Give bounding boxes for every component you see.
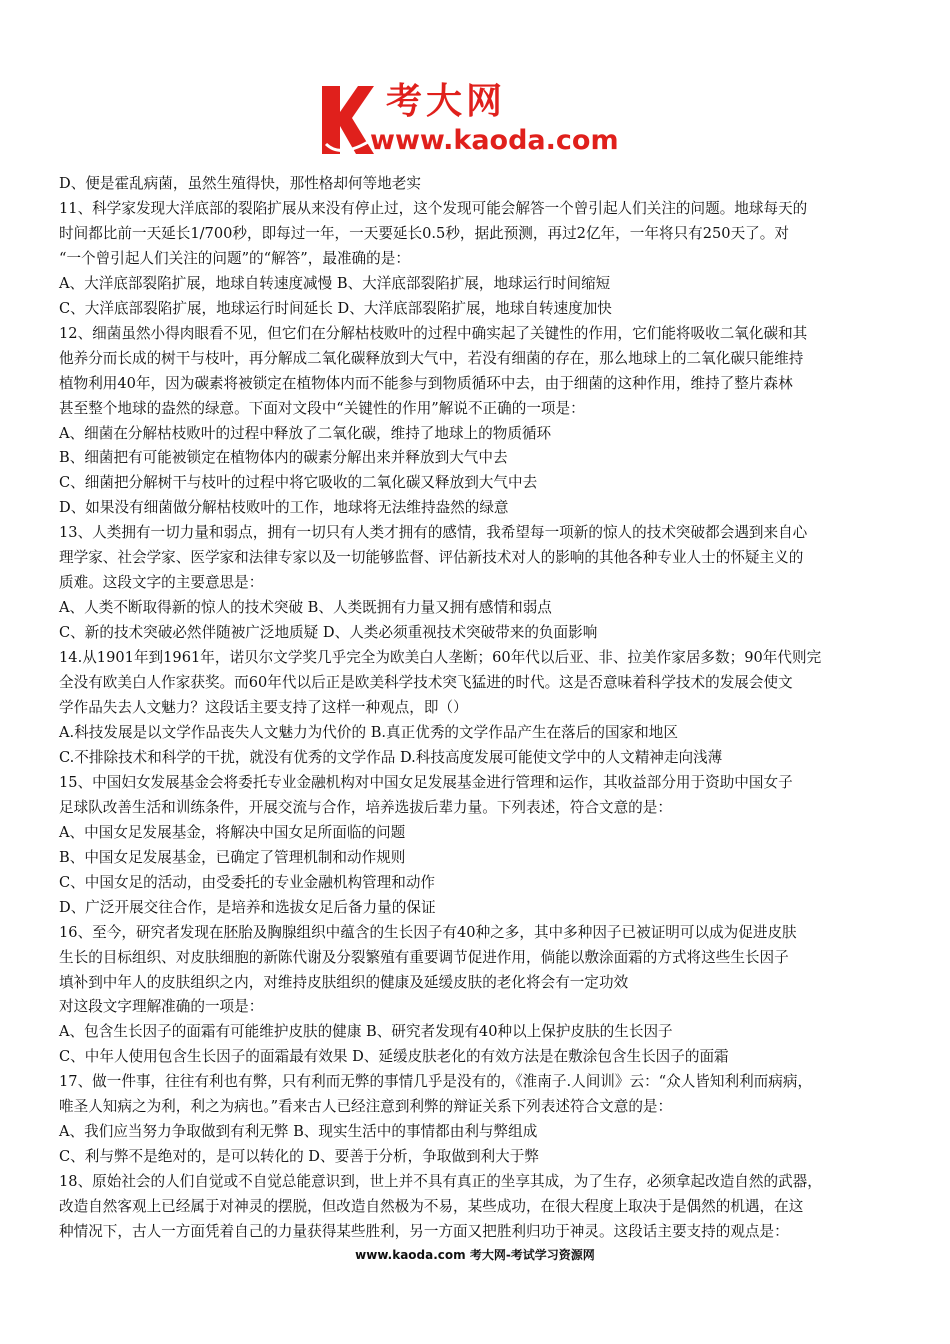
text-line: 学作品失去人文魅力？这段话主要支持了这样一种观点，即（） xyxy=(59,699,468,717)
text-line: 理学家、社会学家、医学家和法律专家以及一切能够监督、评估新技术对人的影响的其他各种专业人士的怀疑主义的 xyxy=(59,549,804,567)
text-line: “一个曾引起人们关注的问题”的“解答”，最准确的是： xyxy=(59,249,410,267)
logo-brand-name: 考大网 xyxy=(386,81,507,122)
text-line: D、广泛开展交往合作，是培养和选拔女足后备力量的保证 xyxy=(59,898,436,916)
text-line: A、我们应当努力争取做到有利无弊 B、现实生活中的事情都由利与弊组成 xyxy=(59,1123,538,1141)
text-line: 质难。这段文字的主要意思是： xyxy=(59,574,264,592)
text-line: 18、原始社会的人们自觉或不自觉总能意识到，世上并不具有真正的坐享其成，为了生存，必须拿起改造自然的武器， xyxy=(59,1173,822,1191)
text-line: B、细菌把有可能被锁定在植物体内的碳素分解出来并释放到大气中去 xyxy=(59,449,508,467)
site-logo xyxy=(318,80,618,160)
text-line: 14.从1901年到1961年，诺贝尔文学奖几乎完全为欧美白人垄断；60年代以后亚、非、拉美作家居多数；90年代则完 xyxy=(59,649,822,667)
text-line: A、包含生长因子的面霜有可能维护皮肤的健康 B、研究者发现有40种以上保护皮肤的生长因子 xyxy=(59,1023,673,1041)
text-line: D、便是霍乱病菌，虽然生殖得快，那性格却何等地老实 xyxy=(59,175,421,192)
logo-url: www.kaoda.com xyxy=(370,125,619,156)
text-line: C、细菌把分解树干与枝叶的过程中将它吸收的二氧化碳又释放到大气中去 xyxy=(59,474,538,492)
page-footer: www.kaoda.com 考大网-考试学习资源网 xyxy=(355,1248,595,1262)
text-line: D、如果没有细菌做分解枯枝败叶的工作，地球将无法维持盎然的绿意 xyxy=(59,499,509,517)
text-line: 改造自然客观上已经属于对神灵的摆脱，但改造自然极为不易，某些成功，在很大程度上取决于是偶然的机遇，在这 xyxy=(59,1198,804,1216)
text-line: 13、人类拥有一切力量和弱点，拥有一切只有人类才拥有的感情，我希望每一项新的惊人的技术突破都会遇到来自心 xyxy=(59,524,808,542)
text-line: A、中国女足发展基金，将解决中国女足所面临的问题 xyxy=(59,823,406,841)
text-line: 16、至今，研究者发现在胚胎及胸腺组织中蕴含的生长因子有40种之多，其中多种因子已被证明可以成为促进皮肤 xyxy=(59,923,797,941)
text-line: B、中国女足发展基金，已确定了管理机制和动作规则 xyxy=(59,848,406,866)
document-body xyxy=(59,172,895,1245)
text-line: 植物利用40年，因为碳素将被锁定在植物体内而不能参与到物质循环中去，由于细菌的这种作用，维持了整片森林 xyxy=(59,374,793,392)
text-line: 甚至整个地球的盎然的绿意。下面对文段中“关键性的作用”解说不正确的一项是： xyxy=(59,399,585,417)
text-line: A、人类不断取得新的惊人的技术突破 B、人类既拥有力量又拥有感情和弱点 xyxy=(59,599,552,617)
text-line: A、大洋底部裂陷扩展，地球自转速度减慢 B、大洋底部裂陷扩展，地球运行时间缩短 xyxy=(59,274,611,292)
text-line: C、大洋底部裂陷扩展，地球运行时间延长 D、大洋底部裂陷扩展，地球自转速度加快 xyxy=(59,299,612,317)
text-line: 12、细菌虽然小得肉眼看不见，但它们在分解枯枝败叶的过程中确实起了关键性的作用，它们能将吸收二氧化碳和其 xyxy=(59,324,808,342)
text-line: 时间都比前一天延长1/700秒，即每过一年，一天要延长0.5秒，据此预测，再过2亿年，一年将只有250天了。对 xyxy=(59,224,789,242)
text-line: C.不排除技术和科学的干扰，就没有优秀的文学作品 D.科技高度发展可能使文学中的人文精神走向浅薄 xyxy=(59,748,723,766)
text-line: 全没有欧美白人作家获奖。而60年代以后正是欧美科学技术突飞猛进的时代。这是否意味着科学技术的发展会使文 xyxy=(59,674,793,692)
text-line: 种情况下，古人一方面凭着自己的力量获得某些胜利，另一方面又把胜利归功于神灵。这段话主要支持的观点是： xyxy=(59,1223,789,1241)
logo-k-mark-icon xyxy=(318,82,376,158)
text-line: A.科技发展是以文学作品丧失人文魅力为代价的 B.真正优秀的文学作品产生在落后的国家和地区 xyxy=(59,723,678,741)
text-line: 对这段文字理解准确的一项是： xyxy=(59,998,264,1016)
text-line: A、细菌在分解枯枝败叶的过程中释放了二氧化碳，维持了地球上的物质循环 xyxy=(59,424,552,442)
text-line: C、利与弊不是绝对的，是可以转化的 D、要善于分析，争取做到利大于弊 xyxy=(59,1148,539,1166)
text-line: C、中国女足的活动，由受委托的专业金融机构管理和动作 xyxy=(59,873,436,891)
text-line: C、新的技术突破必然伴随被广泛地质疑 D、人类必须重视技术突破带来的负面影响 xyxy=(59,624,598,642)
text-line: 11、科学家发现大洋底部的裂陷扩展从来没有停止过，这个发现可能会解答一个曾引起人们关注的问题。地球每天的 xyxy=(59,199,808,217)
text-line: 唯圣人知病之为利，利之为病也。”看来古人已经注意到利弊的辩证关系下列表述符合文意的是： xyxy=(59,1098,673,1116)
text-line: 生长的目标组织、对皮肤细胞的新陈代谢及分裂繁殖有重要调节促进作用，倘能以敷涂面霜的方式将这些生长因子 xyxy=(59,948,789,966)
text-line: 15、中国妇女发展基金会将委托专业金融机构对中国女足发展基金进行管理和运作，其收益部分用于资助中国女子 xyxy=(59,773,793,791)
text-line: 他养分而长成的树干与枝叶，再分解成二氧化碳释放到大气中，若没有细菌的存在，那么地球上的二氧化碳只能维持 xyxy=(59,349,804,367)
text-line: 17、做一件事，往往有利也有弊，只有利而无弊的事情几乎是没有的，《淮南子.人间训》云：“众人皆知利利而病病， xyxy=(59,1073,813,1091)
text-line: 足球队改善生活和训练条件，开展交流与合作，培养选拔后辈力量。下列表述，符合文意的是： xyxy=(59,798,672,816)
text-line: C、中年人使用包含生长因子的面霜最有效果 D、延缓皮肤老化的有效方法是在敷涂包含生长因子的面霜 xyxy=(59,1048,729,1066)
text-line: 填补到中年人的皮肤组织之内，对维持皮肤组织的健康及延缓皮肤的老化将会有一定功效 xyxy=(59,973,629,991)
